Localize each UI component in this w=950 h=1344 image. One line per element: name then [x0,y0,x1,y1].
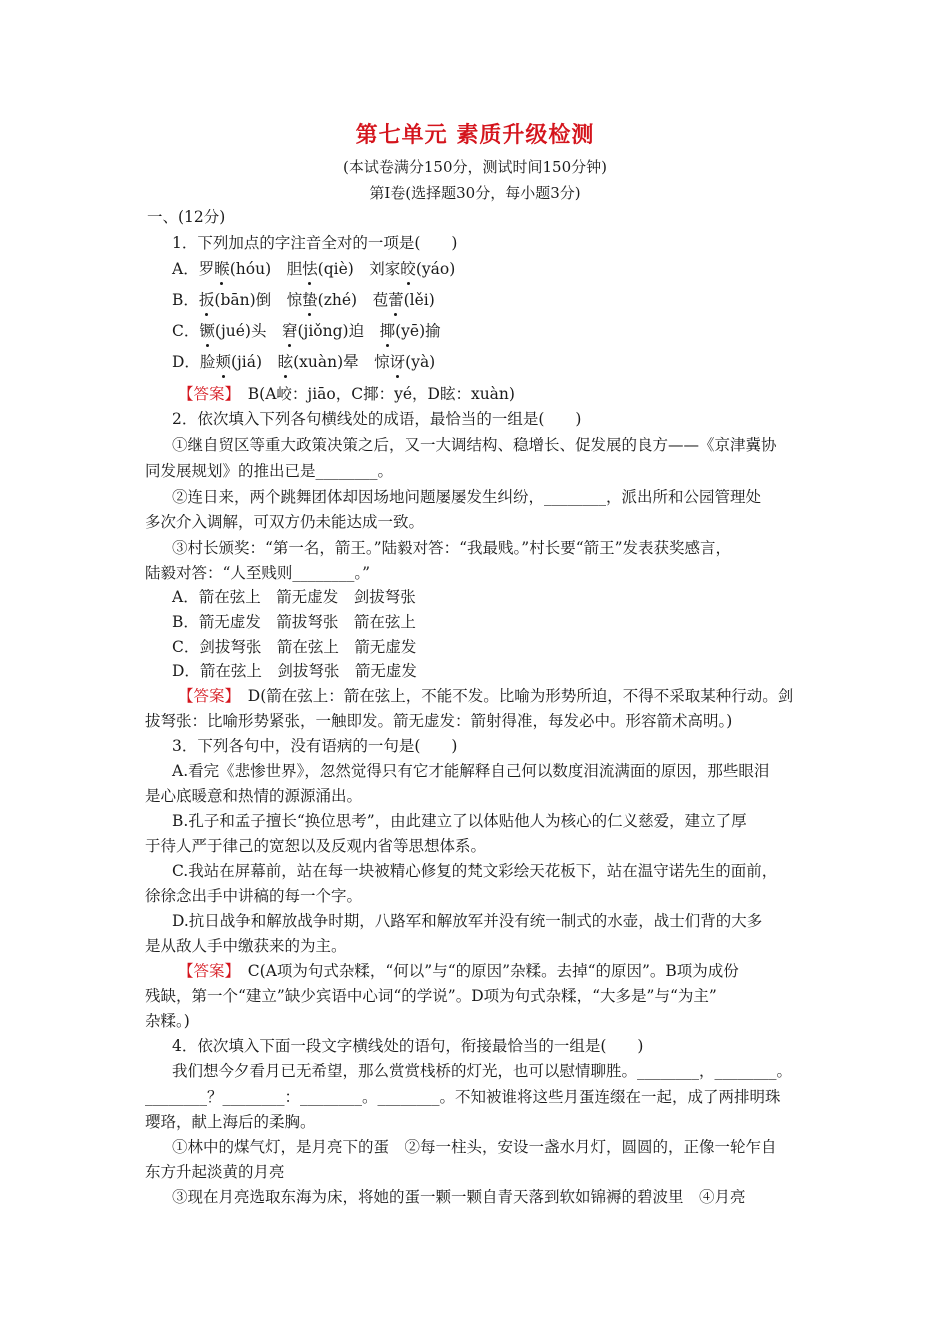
question-2-sentence-3-cont: 陆毅对答：“人至贱则________。” [145,564,371,582]
question-3-answer: 【答案】 C(A项为句式杂糅，“何以”与“的原因”杂糅。去掉“的原因”。B项为成份 [178,962,739,980]
question-2-answer-cont: 拔弩张：比喻形势紧张，一触即发。箭无虚发：箭射得准，每发必中。形容箭术高明。) [145,712,733,730]
answer-tag: 【答案】 [178,687,233,705]
question-3-option-c: C.我站在屏幕前，站在每一块被精心修复的梵文彩绘天花板下，站在温守诺先生的面前， [172,862,778,880]
question-3-option-b: B.孔子和孟子擅长“换位思考”，由此建立了以体贴他人为核心的仁义慈爱，建立了厚 [172,812,747,830]
question-3-stem: 3．下列各句中，没有语病的一句是( ) [172,737,458,755]
question-3-answer-cont-1: 残缺，第一个“建立”缺少宾语中心词“的学说”。D项为句式杂糅，“大多是”与“为主” [145,987,717,1005]
question-2-sentence-2-cont: 多次介入调解，可双方仍未能达成一致。 [145,513,425,531]
question-3-option-d: D.抗日战争和解放战争时期，八路军和解放军并没有统一制式的水壶，战士们背的大多 [172,912,763,930]
question-2-stem: 2．依次填入下列各句横线处的成语，最恰当的一组是( ) [172,410,582,428]
question-2-sentence-1-cont: 同发展规划》的推出已是________。 [145,462,394,480]
question-1-answer: 【答案】 B(A峧：jiāo，C揶：yé，D眩：xuàn) [178,385,515,403]
question-4-options-3-4: ③现在月亮选取东海为床，将她的蛋一颗一颗自青天落到软如锦褥的碧波里 ④月亮 [172,1188,746,1206]
question-2-sentence-2: ②连日来，两个跳舞团体却因场地问题屡屡发生纠纷，________，派出所和公园管理处 [172,488,762,506]
question-3-option-a-cont: 是心底暖意和热情的源源涌出。 [145,787,363,805]
question-2-option-b: B．箭无虚发 箭拔弩张 箭在弦上 [172,613,416,631]
question-1-option-d: D．脸颊(jiá) 眩(xuàn)晕 惊讶(yà) [172,353,436,371]
answer-tag: 【答案】 [178,385,233,403]
question-4-options-1-2: ①林中的煤气灯，是月亮下的蛋 ②每一柱头，安设一盏水月灯，圆圆的，正像一轮乍自 [172,1138,777,1156]
question-1-option-a: A．罗睺(hóu) 胆怯(qiè) 刘家皎(yáo) [172,260,456,278]
question-3-answer-cont-2: 杂糅。) [145,1012,190,1030]
question-4-passage-cont-2: 璎珞，献上海后的柔胸。 [145,1113,316,1131]
question-1-option-b: B．扳(bān)倒 惊蛰(zhé) 苞蕾(lěi) [172,291,435,309]
part-heading: 第Ⅰ卷(选择题30分，每小题3分) [369,184,581,202]
answer-tag: 【答案】 [178,962,233,980]
question-2-sentence-1: ①继自贸区等重大政策决策之后，又一大调结构、稳增长、促发展的良方——《京津冀协 [172,436,777,454]
question-4-options-1-2-cont: 东方升起淡黄的月亮 [145,1163,285,1181]
question-4-passage-cont-1: ________？________：________。________。不知被谁将这些月蛋连缀在一起，成了两排明珠 [145,1088,781,1106]
question-2-option-a: A．箭在弦上 箭无虚发 剑拔弩张 [172,588,416,606]
question-3-option-a: A.看完《悲惨世界》，忽然觉得只有它才能解释自己何以数度泪流满面的原因，那些眼泪 [172,762,770,780]
question-4-stem: 4．依次填入下面一段文字横线处的语句，衔接最恰当的一组是( ) [172,1037,644,1055]
section-heading: 一、(12分) [147,208,226,226]
question-2-option-c: C．剑拔弩张 箭在弦上 箭无虚发 [172,638,417,656]
question-4-passage: 我们想今夕看月已无希望，那么赏赏栈桥的灯光，也可以慰情聊胜。________，________。 [172,1062,793,1080]
page-title: 第七单元 素质升级检测 [355,122,595,148]
question-2-answer: 【答案】 D(箭在弦上：箭在弦上，不能不发。比喻为形势所迫，不得不采取某种行动。剑 [178,687,794,705]
question-3-option-c-cont: 徐徐念出手中讲稿的每一个字。 [145,887,363,905]
exam-info: (本试卷满分150分，测试时间150分钟) [343,158,607,176]
question-1-option-c: C．镢(jué)头 窘(jiǒng)迫 揶(yē)揄 [172,322,441,340]
question-2-option-d: D．箭在弦上 剑拔弩张 箭无虚发 [172,662,417,680]
question-1-stem: 1．下列加点的字注音全对的一项是( ) [172,234,458,252]
question-2-sentence-3: ③村长颁奖：“第一名，箭王。”陆毅对答：“我最贱。”村长要“箭王”发表获奖感言， [172,539,732,557]
question-3-option-b-cont: 于待人严于律己的宽恕以及反观内省等思想体系。 [145,837,487,855]
question-3-option-d-cont: 是从敌人手中缴获来的为主。 [145,937,347,955]
